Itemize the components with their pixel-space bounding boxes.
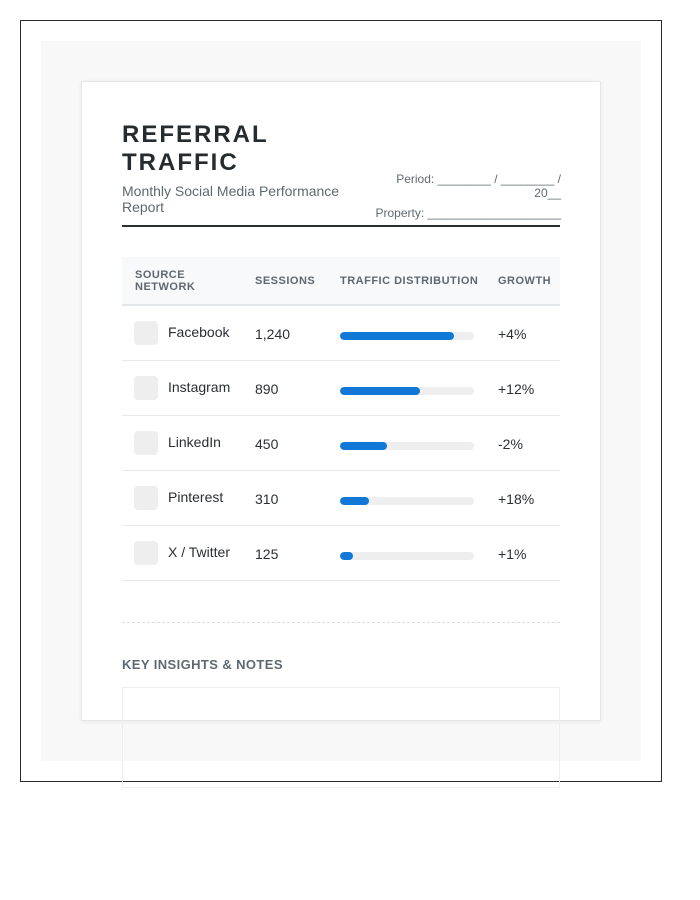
network-icon-placeholder	[134, 486, 158, 510]
network-name: Facebook	[168, 324, 230, 340]
sessions-value: 1,240	[255, 326, 291, 342]
growth-value: +12%	[498, 381, 535, 397]
sessions-value: 125	[255, 546, 279, 562]
table-row	[122, 471, 560, 526]
column-header-source-network: SOURCE NETWORK	[135, 269, 196, 293]
title-line-1: REFERRAL	[122, 121, 269, 148]
network-name: LinkedIn	[168, 434, 221, 450]
sessions-value: 310	[255, 491, 279, 507]
notes-heading: KEY INSIGHTS & NOTES	[122, 657, 283, 672]
header-divider	[122, 225, 560, 227]
notes-area[interactable]	[122, 687, 560, 788]
page-title	[122, 121, 322, 177]
table-row	[122, 416, 560, 471]
network-icon-placeholder	[134, 541, 158, 565]
growth-value: +18%	[498, 491, 535, 507]
network-icon-placeholder	[134, 431, 158, 455]
distribution-bar-fill	[340, 442, 387, 450]
distribution-bar	[340, 332, 474, 340]
table-row	[122, 526, 560, 581]
growth-value: +1%	[498, 546, 527, 562]
column-header-growth: GROWTH	[498, 275, 552, 287]
report-meta	[365, 172, 561, 220]
page-subtitle: Monthly Social Media Performance Report	[122, 183, 340, 215]
distribution-bar-fill	[340, 497, 369, 505]
sessions-value: 890	[255, 381, 279, 397]
network-name: X / Twitter	[168, 544, 230, 560]
network-name: Instagram	[168, 379, 231, 395]
column-header-sessions: SESSIONS	[255, 275, 316, 287]
distribution-bar	[340, 442, 474, 450]
distribution-bar	[340, 387, 474, 395]
network-icon-placeholder	[134, 321, 158, 345]
growth-value: -2%	[498, 436, 523, 452]
network-name: Pinterest	[168, 489, 224, 505]
period-year-field[interactable]: 20__	[534, 186, 561, 200]
referral-table	[122, 257, 560, 581]
title-line-2: TRAFFIC	[122, 149, 239, 176]
period-field[interactable]: Period: ________ / ________ /	[396, 172, 561, 186]
network-icon-placeholder	[134, 376, 158, 400]
sessions-value: 450	[255, 436, 279, 452]
growth-value: +4%	[498, 326, 527, 342]
distribution-bar	[340, 552, 474, 560]
table-row	[122, 361, 560, 416]
distribution-bar-fill	[340, 387, 420, 395]
section-divider	[122, 622, 560, 623]
column-header-traffic-distribution: TRAFFIC DISTRIBUTION	[340, 275, 479, 287]
table-row	[122, 306, 560, 361]
distribution-bar-fill	[340, 332, 454, 340]
distribution-bar-fill	[340, 552, 353, 560]
property-field[interactable]: Property: ____________________	[375, 206, 561, 220]
table-header	[122, 257, 560, 306]
distribution-bar	[340, 497, 474, 505]
